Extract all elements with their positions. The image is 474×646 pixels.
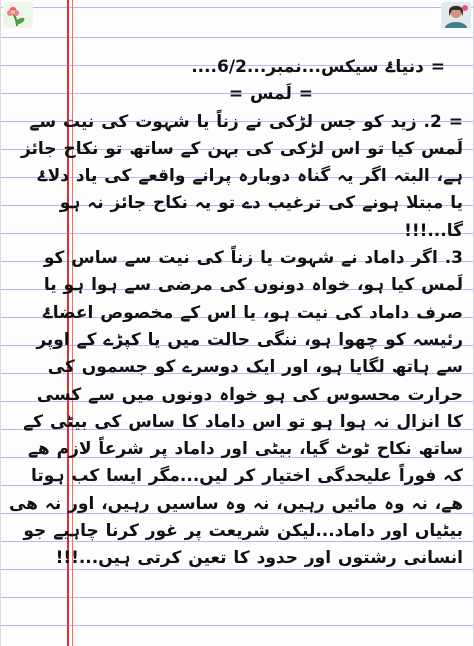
- text-line: = دنیاۓ سیکس...نمبر...6/2....: [191, 57, 445, 77]
- text-line: لَمس کیا ہو، خواہ دونوں کی مرضی سے ہوا ہو یا: [43, 275, 463, 296]
- handwritten-text: [7, 54, 463, 573]
- text-line: = 2. زید کو جس لڑکی نے زناً یا شہوت کی نیت سے: [29, 111, 463, 132]
- text-line: ھے، نہ وہ مائیں رہیں، نہ وہ ساسیں رہیں، اور نہ ھی: [8, 493, 463, 514]
- text-line: بیٹیاں اور داماد...لیکن شریعت پر غور کرنا چاہیے جو: [23, 521, 463, 542]
- text-line: سے ہاتھ لگایا ہو، اور ایک دوسرے کو جسموں کی: [47, 357, 463, 378]
- text-line: گا...!!!: [404, 220, 463, 241]
- text-line: صرف داماد کی نیت ہو، یا اس کے مخصوص اعضاۓ: [42, 302, 463, 323]
- avatar-icon-graphic: [441, 2, 471, 28]
- text-line: کا انزال نہ ہوا ہو تو اس داماد کا ساس کی بیٹی کے: [23, 411, 463, 432]
- text-line: یا مبتلا ہونے کی ترغیب دے تو یہ نکاح جائز نہ ہو: [59, 193, 463, 214]
- text-line: = لَمس =: [228, 84, 313, 105]
- text-line: رئیسہ کو چھوا ہو، ننگی حالت میں یا کپڑے کے اوپر: [36, 329, 463, 350]
- flower-emoji-icon: [3, 2, 33, 28]
- text-line: ہے، البتہ اگر یہ گناہ دوبارہ پرانے واقعے کی یاد دلاۓ: [37, 166, 463, 187]
- flower-emoji-icon-graphic: [3, 2, 33, 28]
- text-line: کہ فوراً علیحدگی اختیار کر لیں...مگر ایسا کب ہوتا: [31, 466, 463, 487]
- text-line: 3. اگر داماد نے شہوت یا زناً کی نیت سے ساس کو: [43, 248, 463, 269]
- text-line: ساتھ نکاح ٹوٹ گیا، بیٹی اور داماد پر شرعاً لازم ھے: [27, 439, 463, 460]
- avatar-icon: [441, 2, 471, 28]
- text-line: حرارت محسوس کی ہو خواہ دونوں میں سے کسی: [36, 384, 463, 405]
- text-line: انسانی رشتوں اور حدود کا تعین کرتی ہیں...!!!: [55, 548, 463, 569]
- text-line: لَمس کیا تو اس لڑکی کی بہن کے ساتھ تو نکاح جائز: [20, 138, 463, 159]
